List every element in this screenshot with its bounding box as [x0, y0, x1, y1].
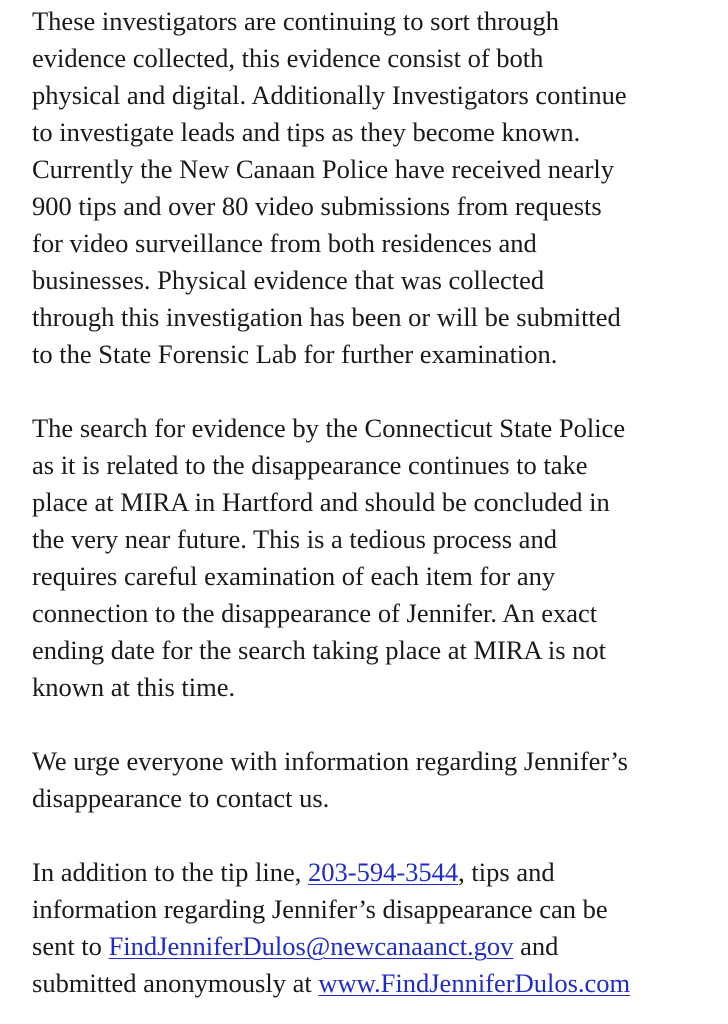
text-line: to the State Forensic Lab for further examination.: [32, 339, 558, 369]
text-fragment: , tips and: [458, 857, 555, 887]
text-fragment: submitted anonymously at: [32, 968, 319, 998]
text-line: the very near future. This is a tedious process and: [32, 524, 557, 554]
text-line: known at this time.: [32, 672, 236, 702]
paragraph-contact-info: [32, 854, 708, 1002]
text-line: The search for evidence by the Connecticut State Police: [32, 413, 626, 443]
text-line: evidence collected, this evidence consist of both: [32, 43, 544, 73]
text-line: physical and digital. Additionally Investigators continue: [32, 80, 627, 110]
text-line: Currently the New Canaan Police have received nearly: [32, 154, 615, 184]
paragraph-investigation-status: [32, 3, 708, 373]
text-line: place at MIRA in Hartford and should be concluded in: [32, 487, 610, 517]
text-line: disappearance to contact us.: [32, 783, 330, 813]
text-line: through this investigation has been or will be submitted: [32, 302, 621, 332]
website-link[interactable]: www.FindJenniferDulos.com: [318, 968, 631, 998]
contact-line-2: information regarding Jennifer’s disappearance can be: [32, 894, 608, 924]
contact-line-3: [32, 928, 708, 965]
text-line: requires careful examination of each item for any: [32, 561, 556, 591]
text-fragment: and: [513, 931, 559, 961]
text-line: connection to the disappearance of Jennifer. An exact: [32, 598, 598, 628]
text-line: ending date for the search taking place at MIRA is not: [32, 635, 606, 665]
text-line: These investigators are continuing to sort through: [32, 6, 559, 36]
text-line: 900 tips and over 80 video submissions from requests: [32, 191, 602, 221]
text-line: businesses. Physical evidence that was collected: [32, 265, 545, 295]
text-line: as it is related to the disappearance continues to take: [32, 450, 588, 480]
tip-line-phone-link[interactable]: 203-594-3544: [308, 857, 459, 887]
text-line: to investigate leads and tips as they become known.: [32, 117, 581, 147]
contact-line-4: [32, 965, 708, 1002]
text-line: for video surveillance from both residences and: [32, 228, 537, 258]
text-fragment: sent to: [32, 931, 109, 961]
text-line: We urge everyone with information regarding Jennifer’s: [32, 746, 628, 776]
text-fragment: In addition to the tip line,: [32, 857, 308, 887]
contact-line-1: [32, 854, 708, 891]
paragraph-urge-contact: [32, 743, 708, 817]
paragraph-mira-search: [32, 410, 708, 706]
tips-email-link[interactable]: FindJenniferDulos@newcanaanct.gov: [108, 931, 514, 961]
